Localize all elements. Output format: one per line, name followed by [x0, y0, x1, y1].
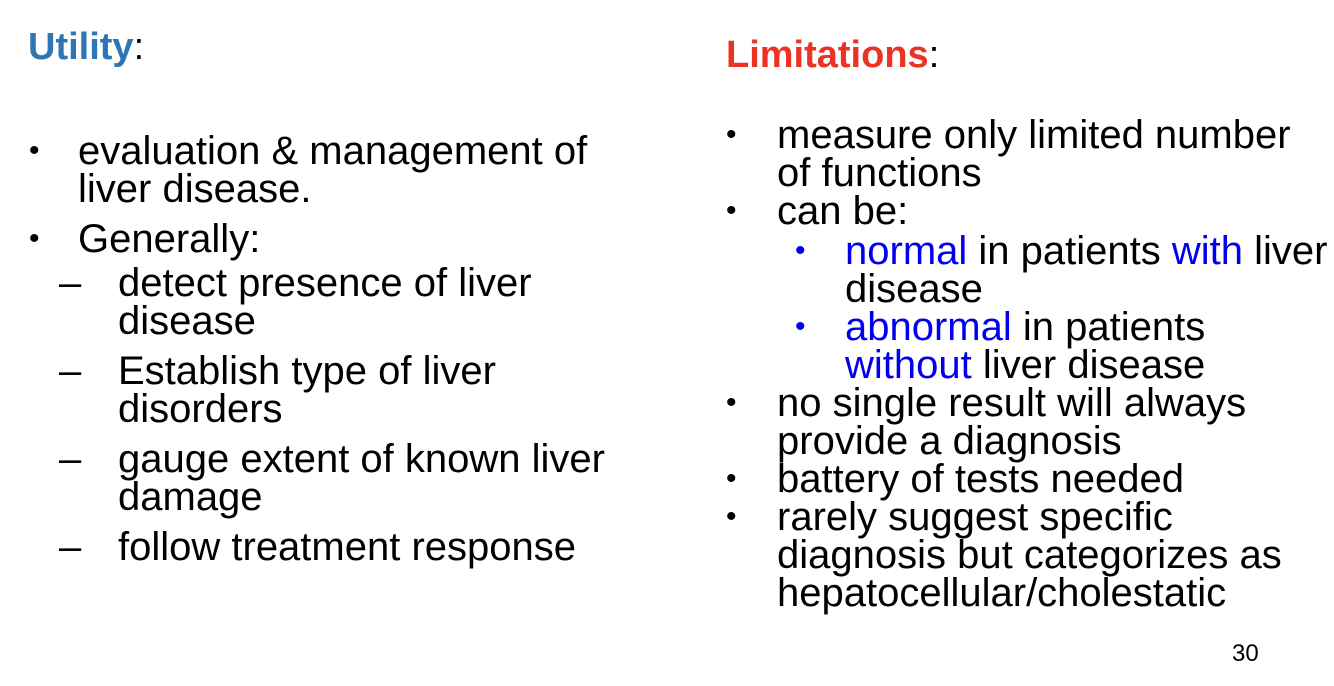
bullet-icon: • [726, 118, 737, 151]
limitations-item [700, 457, 1334, 501]
limitations-item [700, 189, 1334, 387]
utility-subitem [59, 525, 660, 569]
limitations-item-text: no single result will always provide a diagnosis [777, 381, 1247, 463]
bullet-icon: • [29, 222, 40, 255]
emphasis-word: with [1171, 229, 1243, 273]
utility-heading-word: Utility [28, 26, 134, 68]
bullet-icon: • [29, 134, 40, 167]
utility-item-text: Generally: [78, 217, 261, 261]
limitations-list [700, 113, 1334, 615]
utility-item [0, 217, 660, 569]
limitations-heading [726, 34, 939, 76]
subitem-text: in patients [967, 229, 1172, 273]
emphasis-word: normal [845, 229, 968, 273]
utility-subitem [59, 261, 660, 343]
utility-subitem-text: Establish type of liver disorders [118, 349, 496, 431]
limitations-item-text: can be: [777, 189, 909, 233]
limitations-item-text: battery of tests needed [777, 457, 1184, 501]
limitations-heading-colon: : [928, 34, 940, 76]
utility-item-text: evaluation & management of liver disease. [78, 129, 588, 211]
utility-heading [28, 26, 144, 68]
bullet-icon: • [726, 500, 737, 533]
bullet-icon: • [726, 462, 737, 495]
subitem-text: liver disease [971, 343, 1206, 387]
limitations-subitem [777, 305, 1334, 387]
limitations-item [700, 495, 1334, 615]
limitations-item [700, 381, 1334, 463]
limitations-sublist [777, 229, 1334, 387]
dash-icon: – [59, 437, 82, 481]
subitem-text: in patients [1011, 305, 1206, 349]
utility-list [0, 129, 660, 578]
blue-bullet-icon: • [795, 310, 806, 343]
utility-sublist [59, 261, 660, 569]
dash-icon: – [59, 261, 82, 305]
bullet-icon: • [726, 386, 737, 419]
limitations-subitem [777, 229, 1334, 311]
limitations-item-text: measure only limited number of functions [777, 113, 1291, 195]
emphasis-word: abnormal [845, 305, 1012, 349]
bullet-icon: • [726, 194, 737, 227]
utility-heading-colon: : [133, 26, 145, 68]
utility-subitem-text: follow treatment response [118, 525, 577, 569]
page-number: 30 [1232, 640, 1259, 667]
blue-bullet-icon: • [795, 234, 806, 267]
limitations-heading-word: Limitations [726, 34, 929, 76]
limitations-item-text: rarely suggest specific diagnosis but categorizes as hepatocellular/cholestatic [777, 495, 1282, 615]
utility-subitem-text: gauge extent of known liver damage [118, 437, 605, 519]
subitem-text: liver disease [845, 229, 1328, 311]
utility-subitem [59, 349, 660, 431]
emphasis-word: without [845, 343, 972, 387]
dash-icon: – [59, 349, 82, 393]
dash-icon: – [59, 525, 82, 569]
utility-item [0, 129, 660, 211]
limitations-item [700, 113, 1334, 195]
utility-subitem [59, 437, 660, 519]
utility-subitem-text: detect presence of liver disease [118, 261, 532, 343]
